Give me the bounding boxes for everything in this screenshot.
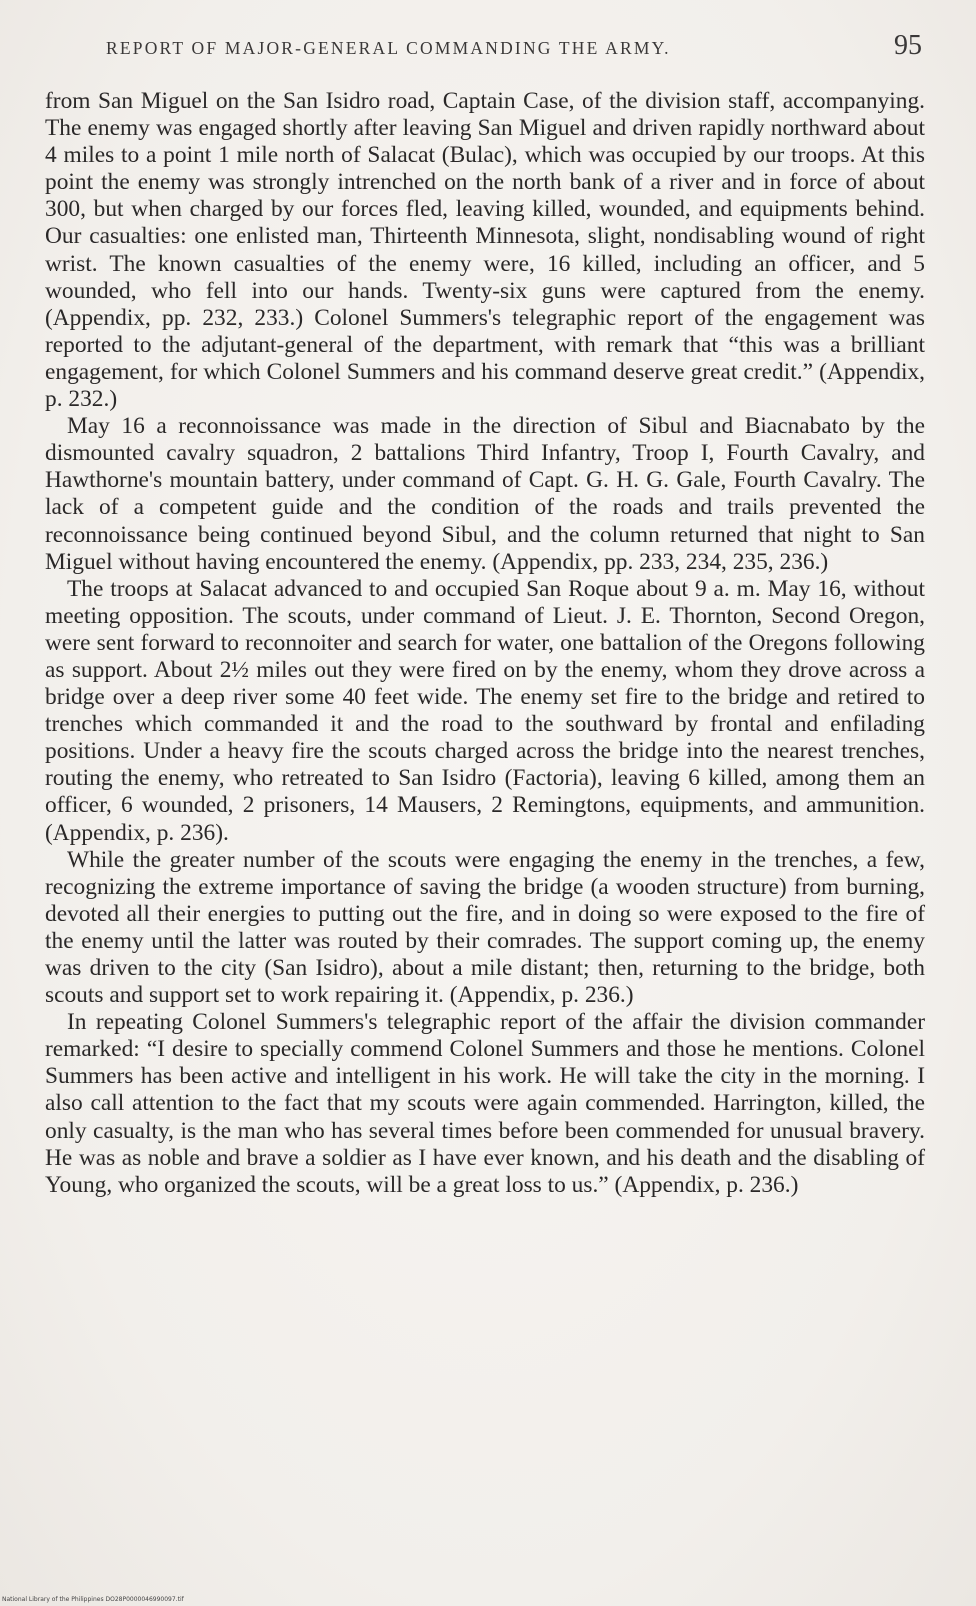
page-number: 95 [894,30,922,61]
running-head: REPORT OF MAJOR-GENERAL COMMANDING THE ARMY. [106,38,671,58]
paragraph-3: The troops at Salacat advanced to and occupied San Roque about 9 a. m. May 16, without meeting opposition. The scouts, under command of Lieut. J. E. Thornton, Second Oregon, were sent forward to reconnoiter and search for water, one battalion of the Oregons following as support. About 2½ miles out they were fired on by the enemy, whom they drove across a bridge over a deep river some 40 feet wide. The enemy set fire to the bridge and retired to trenches which commanded it and the road to the southward by frontal and enfilading positions. Under a heavy fire the scouts charged across the bridge into the nearest trenches, routing the enemy, who retreated to San Isidro (Factoria), leaving 6 killed, among them an officer, 6 wounded, 2 prisoners, 14 Mausers, 2 Remingtons, equipments, and ammunition. (Appendix, p. 236). [45,575,925,846]
scan-footer-note: National Library of the Philippines DO28P0000046990097.tif [2,1596,184,1603]
page-header [98,30,922,70]
paragraph-4: While the greater number of the scouts were engaging the enemy in the trenches, a few, recognizing the extreme importance of saving the bridge (a wooden structure) from burning, devoted all their energies to putting out the fire, and in doing so were exposed to the fire of the enemy until the latter was routed by their comrades. The support coming up, the enemy was driven to the city (San Isidro), about a mile distant; then, returning to the bridge, both scouts and support set to work repairing it. (Appendix, p. 236.) [45,846,925,1009]
paragraph-1: from San Miguel on the San Isidro road, Captain Case, of the division staff, accompanying. The enemy was engaged shortly after leaving San Miguel and driven rapidly northward about 4 miles to a point 1 mile north of Salacat (Bulac), which was occupied by our troops. At this point the enemy was strongly intrenched on the north bank of a river and in force of about 300, but when charged by our forces fled, leaving killed, wounded, and equipments behind. Our casualties: one enlisted man, Thirteenth Minnesota, slight, nondisabling wound of right wrist. The known casualties of the enemy were, 16 killed, including an officer, and 5 wounded, who fell into our hands. Twenty-six guns were captured from the enemy. (Appendix, pp. 232, 233.) Colonel Summers's telegraphic report of the engagement was reported to the adjutant-general of the department, with remark that “this was a brilliant engagement, for which Colonel Summers and his command deserve great credit.” (Appendix, p. 232.) [45,88,925,413]
body-text [45,88,925,1199]
paragraph-5: In repeating Colonel Summers's telegraphic report of the affair the division commander remarked: “I desire to specially commend Colonel Summers and those he mentions. Colonel Summers has been active and intelligent in his work. He will take the city in the morning. I also call attention to the fact that my scouts were again commended. Harrington, killed, the only casualty, is the man who has several times before been commended for unusual bravery. He was as noble and brave a soldier as I have ever known, and his death and the disabling of Young, who organized the scouts, will be a great loss to us.” (Appendix, p. 236.) [45,1009,925,1198]
paragraph-2: May 16 a reconnoissance was made in the direction of Sibul and Biacnabato by the dismounted cavalry squadron, 2 battalions Third Infantry, Troop I, Fourth Cavalry, and Hawthorne's mountain battery, under command of Capt. G. H. G. Gale, Fourth Cavalry. The lack of a competent guide and the condition of the roads and trails prevented the reconnoissance being continued beyond Sibul, and the column returned that night to San Miguel without having encountered the enemy. (Appendix, pp. 233, 234, 235, 236.) [45,413,925,575]
